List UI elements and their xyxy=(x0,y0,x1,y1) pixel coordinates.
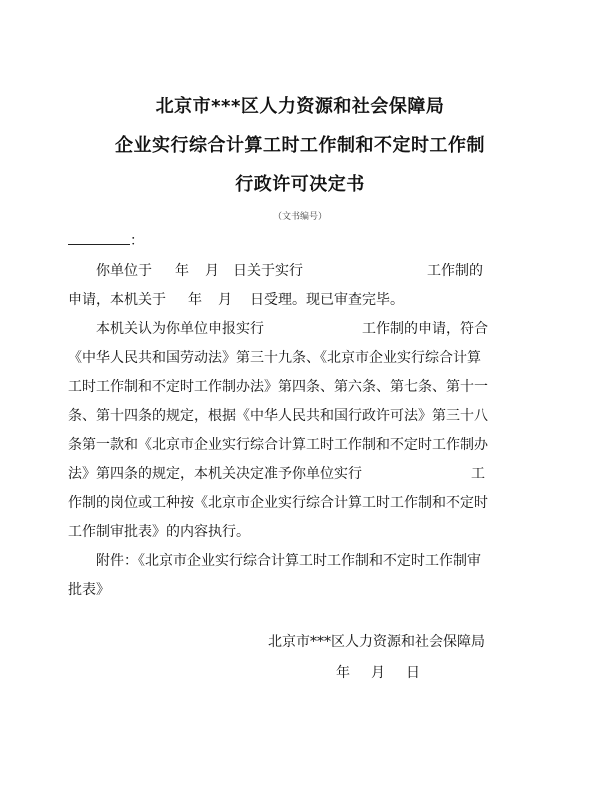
signature-month: 月 xyxy=(371,665,385,681)
page-title-line-3: 行政许可决定书 xyxy=(235,174,365,195)
signature-year: 年 xyxy=(336,665,350,681)
page-title-line-2: 企业实行综合计算工时工作制和不定时工作制 xyxy=(115,135,485,156)
p1-text-accepted: 日受理。现已审查完毕。 xyxy=(250,292,404,308)
paragraph-2-line-5: 条第一款和《北京市企业实行综合计算工时工作制和不定时工作制办 xyxy=(68,437,488,453)
paragraph-2-line-2: 《中华人民共和国劳动法》第三十九条、《北京市企业实行综合计算 xyxy=(68,350,481,366)
issuer-name: 北京市***区人力资源和社会保障局 xyxy=(268,634,485,650)
p1-text-year: 年 xyxy=(175,263,189,279)
p1-text-month-2: 月 xyxy=(218,292,232,308)
addressee-colon: ： xyxy=(130,233,144,249)
attachment-line-2: 批表》 xyxy=(68,582,110,598)
p1-text-worksystem: 工作制的 xyxy=(427,263,483,279)
p1-text-day: 日关于实行 xyxy=(233,263,303,279)
paragraph-2-line-8: 工作制审批表》的内容执行。 xyxy=(68,524,250,540)
p2-text-b: 工作制的申请，符合 xyxy=(362,321,488,337)
p2-text-a: 本机关认为你单位申报实行 xyxy=(96,321,264,337)
addressee-blank xyxy=(68,230,130,245)
paragraph-2-line-4: 条、第十四条的规定，根据《中华人民共和国行政许可法》第三十八 xyxy=(68,408,488,424)
p1-text-a: 你单位于 xyxy=(96,263,152,279)
p1-text-year-2: 年 xyxy=(188,292,202,308)
paragraph-2-line-3: 工时工作制和不定时工作制办法》第四条、第六条、第七条、第十一 xyxy=(68,379,488,395)
p1-text-b: 申请，本机关于 xyxy=(68,292,166,308)
p1-text-month: 月 xyxy=(205,263,219,279)
document-number: （文书编号） xyxy=(272,212,327,222)
signature-day: 日 xyxy=(406,665,420,681)
paragraph-2-line-7: 作制的岗位或工种按《北京市企业实行综合计算工时工作制和不定时 xyxy=(68,495,488,511)
attachment-line-1: 附件：《北京市企业实行综合计算工时工作制和不定时工作制审 xyxy=(96,553,481,569)
p2-text-c: 法》第四条的规定，本机关决定准予你单位实行 xyxy=(68,466,362,482)
addressee-line xyxy=(68,230,144,251)
page-title-line-1: 北京市***区人力资源和社会保障局 xyxy=(155,96,445,117)
p2-text-d: 工 xyxy=(471,466,485,482)
